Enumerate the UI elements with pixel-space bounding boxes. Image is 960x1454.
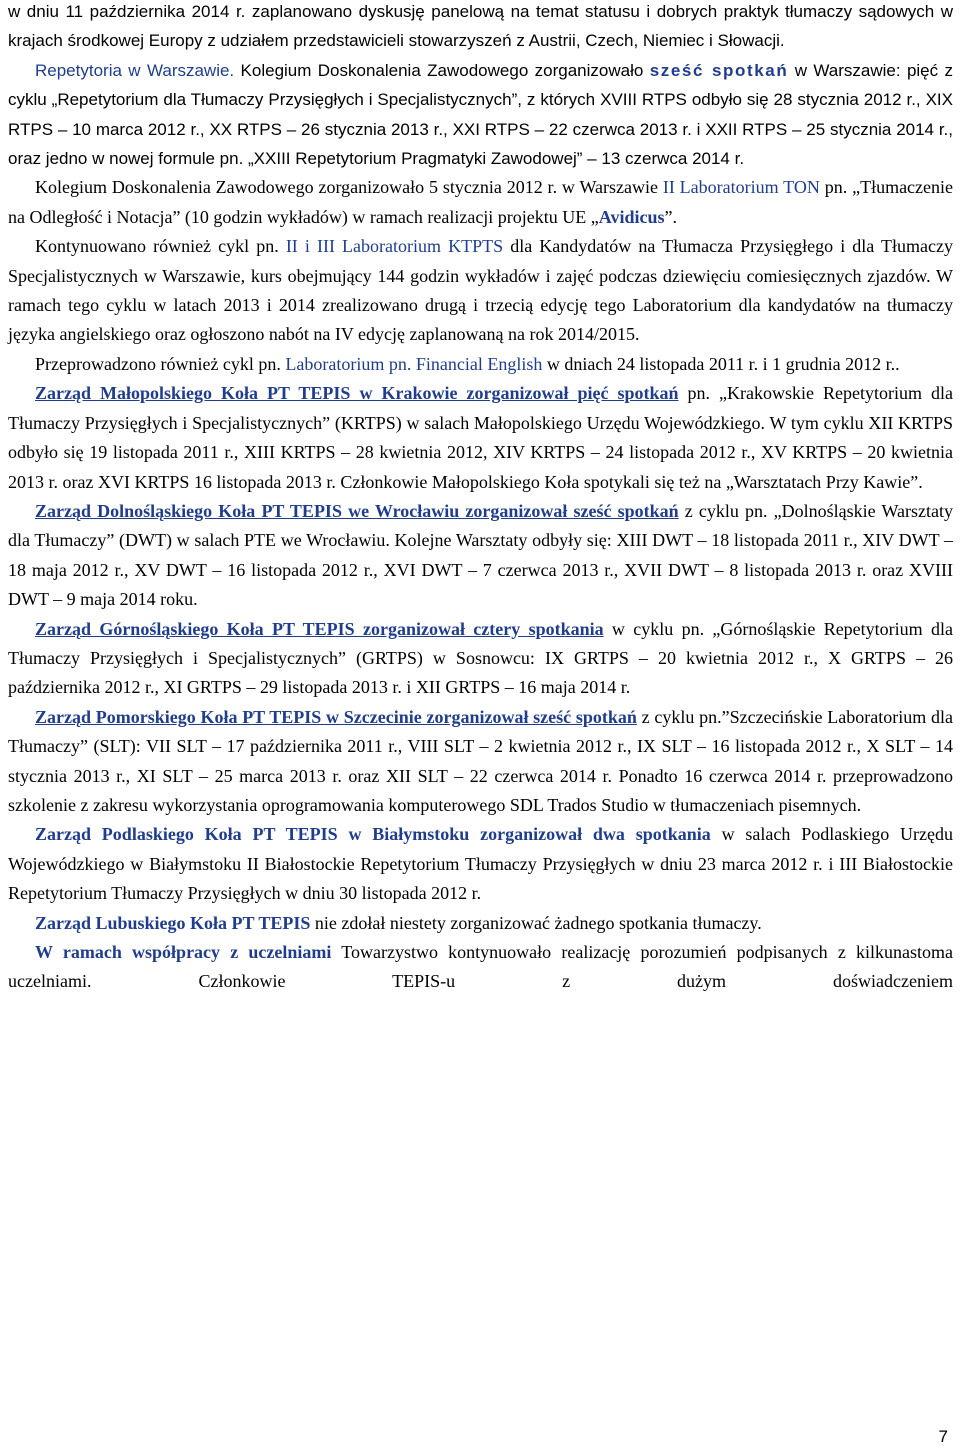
text-run: pn. „Krakowskie Repetytorium dla Tłumaczy Przysięgłych i Specjalistycznych” (KRTPS) w salach Małopolskiego Urzędu Wojewódzkiego. W tym cyklu XII KRTPS odbyło się 19 listopada 2011 r., XIII KRTPS – 28 kwietnia 2012, XIV KRTPS – 24 listopada 2012 r., XV KRTPS – 20 kwietnia 2013 r. oraz XVI KRTPS 16 listopada 2013 r. Członkowie Małopolskiego Koła spotykali się też na „Warsztatach Przy Kawie”.	[8, 383, 953, 492]
paragraph-ton-laboratory	[8, 173, 953, 232]
text-run: w dniach 24 listopada 2011 r. i 1 grudnia 2012 r..	[542, 353, 900, 374]
text-run: II i III Laboratorium KTPTS	[285, 236, 504, 257]
text-run: Kontynuowano również cykl pn.	[35, 236, 286, 257]
text-run: Avidicus	[598, 206, 665, 227]
text-run: nie zdołał niestety zorganizować żadnego spotkania tłumaczy.	[310, 912, 762, 933]
text-run: pn. „Tłumaczenie na Odległość i Notacja” (10 godzin wykładów) w ramach realizacji projektu UE „	[8, 177, 954, 227]
text-run: W ramach współpracy z uczelniami	[35, 942, 332, 962]
text-run: Zarząd Dolnośląskiego Koła PT TEPIS we Wrocławiu zorganizował sześć spotkań	[35, 500, 679, 521]
paragraph-lubusz-branch	[8, 909, 953, 938]
text-run: Repetytoria w Warszawie.	[35, 60, 235, 80]
text-run: II Laboratorium TON	[662, 177, 820, 198]
text-run: Laboratorium pn. Financial English	[285, 353, 543, 374]
paragraph-university-cooperation	[8, 938, 953, 997]
paragraph-pomerania-branch	[8, 703, 953, 821]
text-run: Zarząd Górnośląskiego Koła PT TEPIS zorganizował cztery spotkania	[35, 618, 604, 639]
paragraph-panel-discussion	[8, 0, 953, 56]
text-run: z cyklu pn. „Dolnośląskie Warsztaty dla Tłumaczy” (DWT) w salach PTE we Wrocławiu. Kolejne Warsztaty odbyły się: XIII DWT – 18 listopada 2011 r., XIV DWT – 18 maja 2012 r., XV DWT – 16 listopada 2012 r., XVI DWT – 7 czerwca 2013 r., XVII DWT – 8 listopada 2013 r. oraz XVIII DWT – 9 maja 2014 roku.	[8, 500, 953, 610]
paragraph-lower-silesia-branch	[8, 497, 953, 615]
text-run: z cyklu pn.”Szczecińskie Laboratorium dla Tłumaczy” (SLT): VII SLT – 17 października 2011 r., VIII SLT – 2 kwietnia 2012 r., IX SLT – 16 listopada 2012 r., X SLT – 14 stycznia 2013 r., XI SLT – 25 marca 2013 r. oraz XII SLT – 22 czerwca 2014 r. Ponadto 16 czerwca 2014 r. przeprowadzono szkolenie z zakresu wykorzystania oprogramowania komputerowego SDL Trados Studio w tłumaczeniach pisemnych.	[8, 706, 953, 815]
paragraph-financial-english	[8, 350, 953, 379]
text-run: dla Kandydatów na Tłumacza Przysięgłego i dla Tłumaczy Specjalistycznych w Warszawie, kurs obejmujący 144 godzin wykładów i zajęć podczas dziewięciu comiesięcznych zjazdów. W ramach tego cyklu w latach 2013 i 2014 zrealizowano drugą i trzecią edycję tego Laboratorium dla kandydatów na tłumaczy języka angielskiego oraz ogłoszono nabót na IV edycję zaplanowaną na rok 2014/2015.	[8, 236, 954, 345]
page-number: 7	[938, 1427, 948, 1446]
document-body	[8, 0, 953, 997]
text-run: Zarząd Podlaskiego Koła PT TEPIS w Białymstoku zorganizował dwa spotkania	[35, 824, 711, 845]
text-run: w Warszawie: pięć z cyklu „Repetytorium dla Tłumaczy Przysięgłych i Specjalistycznych”, z których XVIII RTPS odbyło się 28 stycznia 2012 r., XIX RTPS – 10 marca 2012 r., XX RTPS – 26 stycznia 2013 r., XXI RTPS – 22 czerwca 2013 r. i XXII RTPS – 25 stycznia 2014 r., oraz jedno w nowej formule pn. „XXIII Repetytorium Pragmatyki Zawodowej” – 13 czerwca 2014 r.	[8, 60, 954, 169]
paragraph-malopolska-branch	[8, 379, 953, 497]
text-run: Zarząd Pomorskiego Koła PT TEPIS w Szczecinie zorganizował sześć spotkań	[35, 706, 637, 727]
text-run: w cyklu pn. „Górnośląskie Repetytorium dla Tłumaczy Przysięgłych i Specjalistycznych” (GRTPS) w Sosnowcu: IX GRTPS – 20 kwietnia 2012 r., X GRTPS – 26 października 2012 r., XI GRTPS – 29 listopada 2013 r. i XII GRTPS – 16 maja 2014 r.	[8, 618, 953, 698]
text-run: Kolegium Doskonalenia Zawodowego zorganizowało 5 stycznia 2012 r. w Warszawie	[35, 177, 663, 198]
paragraph-podlasie-branch	[8, 820, 953, 908]
text-run: w dniu 11 października 2014 r. zaplanowano dyskusję panelową na temat statusu i dobrych praktyk tłumaczy sądowych w krajach środkowej Europy z udziałem przedstawicieli stowarzyszeń z Austrii, Czech, Niemiec i Słowacji.	[8, 2, 953, 51]
paragraph-ktpts-laboratory	[8, 232, 953, 350]
text-run: sześć spotkań	[649, 60, 789, 80]
text-run: Towarzystwo kontynuowało realizację porozumień podpisanych z kilkunastoma uczelniami. Członkowie TEPIS-u z dużym doświadczeniem	[8, 942, 953, 992]
text-run: ”.	[664, 206, 677, 227]
text-run: Zarząd Małopolskiego Koła PT TEPIS w Krakowie zorganizował pięć spotkań	[35, 383, 679, 404]
text-run: Zarząd Lubuskiego Koła PT TEPIS	[35, 912, 311, 933]
paragraph-warsaw-repetitoria	[8, 56, 953, 174]
text-run: Przeprowadzono również cykl pn.	[35, 353, 286, 374]
paragraph-upper-silesia-branch	[8, 615, 953, 703]
text-run: w salach Podlaskiego Urzędu Wojewódzkiego w Białymstoku II Białostockie Repetytorium Tłumaczy Przysięgłych w dniu 23 marca 2012 r. i III Białostockie Repetytorium Tłumaczy Przysięgłych w dniu 30 listopada 2012 r.	[8, 824, 953, 904]
text-run: Kolegium Doskonalenia Zawodowego zorganizowało	[234, 60, 650, 80]
